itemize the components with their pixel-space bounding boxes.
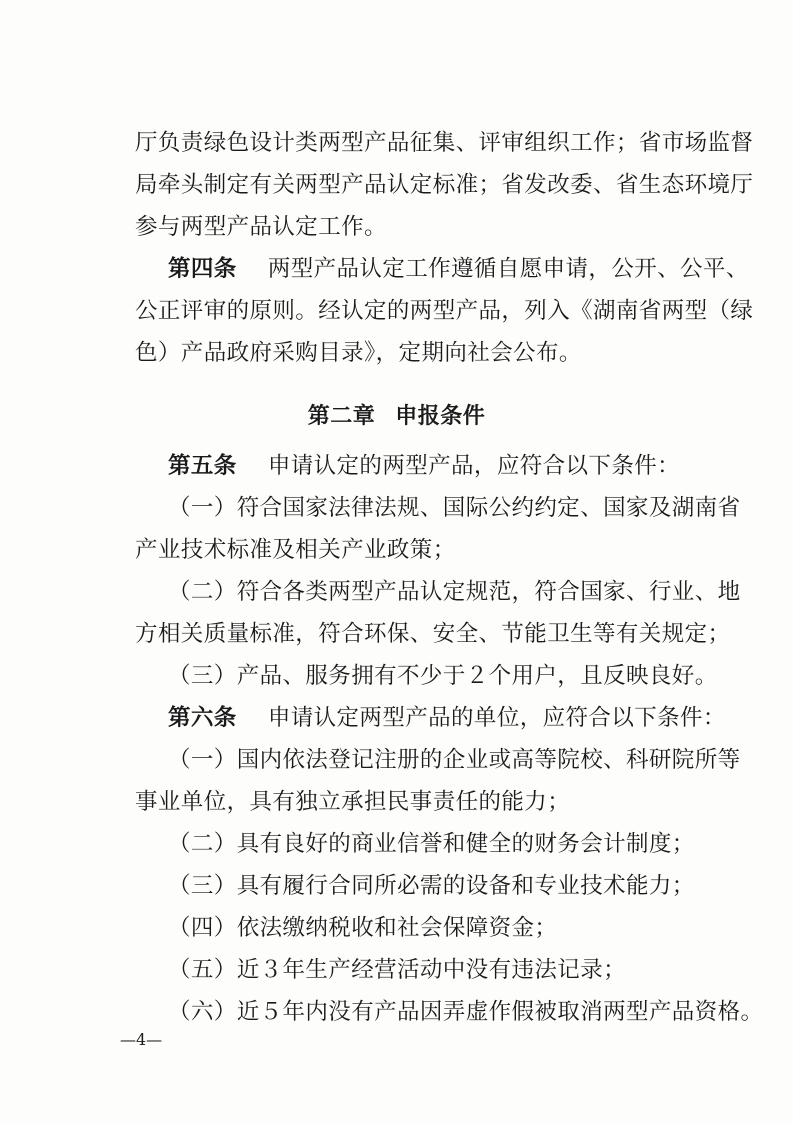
article-6-item-3: （三）具有履行合同所必需的设备和专业技术能力； [168,873,695,899]
article-6-item-6: （六）近５年内没有产品因弄虚作假被取消两型产品资格。 [168,999,764,1025]
article-4 [168,254,749,284]
article-5-item-1: （一）符合国家法律法规、国际公约约定、国家及湖南省 [168,495,741,521]
article-5 [168,451,680,481]
article-6-item-4: （四）依法缴纳税收和社会保障资金； [168,915,558,941]
chapter-number: 第二章 [307,404,376,429]
text-line-3: 参与两型产品认定工作。 [135,214,387,240]
article-6-item-2: （二）具有良好的商业信誉和健全的财务会计制度； [168,831,695,857]
article-4-cont-2: 色）产品政府采购目录》，定期向社会公布。 [135,340,582,366]
article-5-label: 第五条 [168,453,237,479]
chapter-heading [0,402,793,432]
chapter-title: 申报条件 [395,404,486,429]
article-5-item-2-cont: 方相关质量标准，符合环保、安全、节能卫生等有关规定； [135,621,731,647]
article-4-text: 两型产品认定工作遵循自愿申请，公开、公平、 [267,256,749,282]
text-line-1: 厅负责绿色设计类两型产品征集、评审组织工作；省市场监督 [135,130,754,156]
article-6-item-1-cont: 事业单位，具有独立承担民事责任的能力； [135,789,571,815]
article-6-text: 申请认定两型产品的单位，应符合以下条件： [267,705,726,731]
article-5-text: 申请认定的两型产品，应符合以下条件： [267,453,681,479]
article-6 [168,703,726,733]
page-number: —4— [120,1030,163,1049]
article-4-label: 第四条 [168,256,237,282]
article-6-item-1: （一）国内依法登记注册的企业或高等院校、科研院所等 [168,747,741,773]
text-line-2: 局牵头制定有关两型产品认定标准；省发改委、省生态环境厅 [135,172,754,198]
article-4-cont-1: 公正评审的原则。经认定的两型产品，列入《湖南省两型（绿 [135,298,754,324]
article-5-item-1-cont: 产业技术标准及相关产业政策； [135,537,456,563]
article-5-item-3: （三）产品、服务拥有不少于２个用户，且反映良好。 [168,663,718,689]
article-6-item-5: （五）近３年生产经营活动中没有违法记录； [168,957,627,983]
article-6-label: 第六条 [168,705,237,731]
article-5-item-2: （二）符合各类两型产品认定规范，符合国家、行业、地 [168,579,741,605]
